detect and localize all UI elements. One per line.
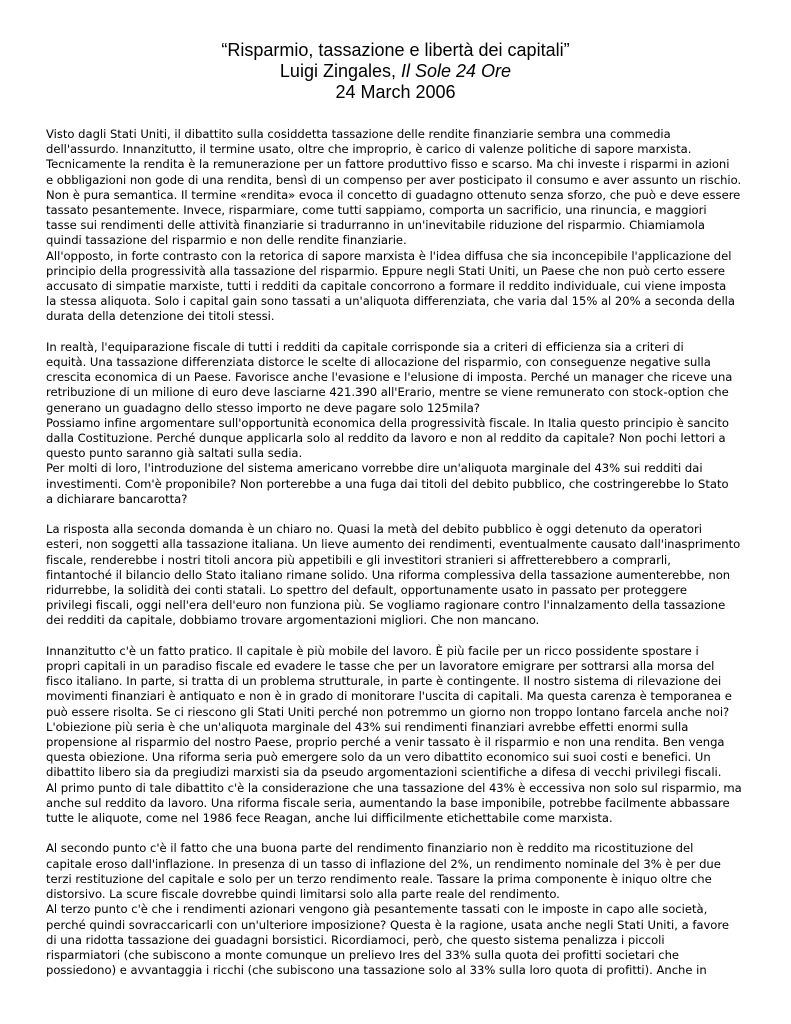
text-line: propri capitali in un paradiso fiscale ed evadere le tasse che per un lavoratore emigrare per sottrarsi alla morsa del [46,659,715,674]
text-line: propensione al risparmio del nostro Paese, proprio perché a venir tassato è il risparmio e non una rendita. Ben venga [46,735,725,750]
text-line: questa obiezione. Una riforma seria può emergere solo da un vero dibattito economico sui suoi costi e benefici. Un [46,750,711,765]
text-line: investimenti. Com'è proponibile? Non porterebbe a una fuga dai titoli del debito pubblico, che costringerebbe lo Stato [46,476,729,491]
text-line: fiscale, renderebbe i nostri titoli ancora più appetibili e gli investitori stranieri si affretterebbero a comprarli, [46,552,671,567]
paragraph [46,416,772,462]
text-line: equità. Una tassazione differenziata distorce le scelte di allocazione del risparmio, con conseguenze negative sulla [46,355,711,370]
text-line: durata della detenzione dei titoli stessi. [46,309,275,324]
text-line: principio della progressività alla tassazione del risparmio. Eppure negli Stati Uniti, un Paese che non può certo essere [46,263,726,278]
paragraph [46,522,772,628]
text-line: può essere risolta. Se ci riescono gli Stati Uniti perché non potremmo un giorno non troppo lontano farcela anche noi? [46,704,730,719]
text-line: dell'assurdo. Innanzitutto, il termine usato, oltre che improprio, è carico di valenze politiche di sapore marxista. [46,142,692,157]
text-line: dalla Costituzione. Perché dunque applicarla solo al reddito da lavoro e non al reddito da capitale? Non pochi lettori a [46,431,726,446]
text-line: la stessa aliquota. Solo i capital gain sono tassati a un'aliquota differenziata, che varia dal 15% al 20% a seconda della [46,294,735,309]
text-line: capitale eroso dall'inflazione. In presenza di un tasso di inflazione del 2%, un rendimento nominale del 3% è per due [46,856,721,871]
text-line: retribuzione di un milione di euro deve lasciarne 421.390 all'Erario, mentre se viene remunerato con stock-option che [46,385,729,400]
text-line: All'opposto, in forte contrasto con la retorica di sapore marxista è l'idea diffusa che sia inconcepibile l'applicazione del [46,248,732,263]
text-line: Innanzitutto c'è un fatto pratico. Il capitale è più mobile del lavoro. È più facile per un ricco possidente spostare i [46,643,699,658]
text-line: dibattito libero sia da pregiudizi marxisti sia da pseudo argomentazioni scientifiche a difesa di vecchi privilegi fiscali. [46,765,722,780]
text-line: La risposta alla seconda domanda è un chiaro no. Quasi la metà del debito pubblico è oggi detenuto da operatori [46,522,702,537]
author-name: Luigi Zingales, [279,61,401,81]
text-line: tassato pesantemente. Invece, risparmiare, come tutti sappiamo, comporta un sacrificio, una rinuncia, e maggiori [46,203,707,218]
paragraph [46,461,772,507]
text-line: Non è pura semantica. Il termine «rendita» evoca il concetto di guadagno ottenuto senza sforzo, che può e deve essere [46,187,741,202]
document-header [0,40,791,103]
text-line: questo punto saranno già saltati sulla sedia. [46,446,303,461]
text-line: esteri, non soggetti alla tassazione italiana. Un lieve aumento dei rendimenti, eventualmente causato dall'inasprimento [46,537,741,552]
text-line: Per molti di loro, l'introduzione del sistema americano vorrebbe dire un'aliquota marginale del 43% sui redditi dai [46,461,703,476]
text-line: distorsivo. La scure fiscale dovrebbe quindi limitarsi solo alla parte reale del rendimento. [46,887,560,902]
text-line: risparmiatori (che subiscono a monte comunque un prelievo Ires del 33% sulla quota dei profitti societari che [46,947,680,962]
text-line: Possiamo infine argomentare sull'opportunità economica della progressività fiscale. In Italia questo principio è sancito [46,415,729,430]
text-line: a dichiarare bancarotta? [46,491,188,506]
publication-date: 24 March 2006 [335,82,456,102]
text-line: In realtà, l'equiparazione fiscale di tutti i redditi da capitale corrisponde sia a criteri di efficienza sia a criteri di [46,339,684,354]
paragraph [46,781,772,827]
text-line: fintantoché il bilancio dello Stato italiano rimane solido. Una riforma complessiva della tassazione aumenterebbe, non [46,567,731,582]
text-line: possiedono) e avvantaggia i ricchi (che subiscono una tassazione solo al 33% sulla loro quota di profitti). Anche in [46,963,707,978]
text-line: e obbligazioni non gode di una rendita, bensì di un compenso per aver posticipato il consumo e aver assunto un rischio. [46,172,742,187]
paragraph [46,340,772,416]
text-line: tutte le aliquote, come nel 1986 fece Reagan, anche lui difficilmente etichettabile come marxista. [46,811,613,826]
publication-name: Il Sole 24 Ore [401,61,512,81]
text-line: Al primo punto di tale dibattito c'è la considerazione che una tassazione del 43% è eccessiva non solo sul risparmio, ma [46,780,742,795]
text-line: Visto dagli Stati Uniti, il dibattito sulla cosiddetta tassazione delle rendite finanziarie sembra una commedia [46,127,671,141]
text-line: Al secondo punto c'è il fatto che una buona parte del rendimento finanziario non è reddito ma ricostituzione del [46,841,694,856]
paragraph [46,249,772,325]
text-line: accusato di simpatie marxiste, tutti i redditi da capitale concorrono a formare il reddito individuale, cui viene imposta [46,279,727,294]
article-body [46,127,772,978]
text-line: Al terzo punto c'è che i rendimenti azionari vengono già pesantemente tassati con le imposte in capo alle società, [46,902,708,917]
paragraph [46,127,772,249]
paragraph [46,902,772,978]
text-line: terzi restituzione del capitale e solo per un terzo rendimento reale. Tassare la prima componente è iniquo oltre che [46,871,712,886]
text-line: privilegi fiscali, oggi nell'era dell'euro non funziona più. Se vogliamo ragionare contro l'innalzamento della tassazione [46,598,726,613]
text-line: di una ridotta tassazione dei guadagni borsistici. Ricordiamoci, però, che questo sistema penalizza i piccoli [46,932,665,947]
paragraph [46,644,772,720]
text-line: generano un guadagno dello stesso importo ne deve pagare solo 125mila? [46,400,480,415]
article-title: “Risparmio, tassazione e libertà dei capitali” [221,40,570,60]
text-line: crescita economica di un Paese. Favorisce anche l'evasione e l'elusione di imposta. Perché un manager che riceve una [46,370,733,385]
text-line: ridurrebbe, la solidità dei conti statali. Lo spettro del default, opportunamente usato in passato per proteggere [46,583,687,598]
text-line: anche sul reddito da lavoro. Una riforma fiscale seria, aumentando la base imponibile, potrebbe facilmente abbassare [46,795,730,810]
text-line: tasse sui rendimenti delle attività finanziarie si tradurranno in un'inevitabile riduzione del risparmio. Chiamiamola [46,218,705,233]
text-line: Tecnicamente la rendita è la remunerazione per un fattore produttivo fisso e scarso. Ma chi investe i risparmi in azioni [46,157,730,172]
text-line: movimenti finanziari è antiquato e non è in grado di monitorare l'uscita di capitali. Ma questa carenza è temporanea e [46,689,732,704]
text-line: L'obiezione più seria è che un'aliquota marginale del 43% sui rendimenti finanziari avrebbe effetti enormi sulla [46,719,689,734]
text-line: quindi tassazione del risparmio e non delle rendite finanziarie. [46,233,407,248]
paragraph [46,720,772,781]
byline [0,61,791,82]
paragraph [46,841,772,902]
text-line: perché quindi sovraccaricarli con un'ulteriore imposizione? Questa è la ragione, usata anche negli Stati Uniti, a favore [46,917,729,932]
text-line: dei redditi da capitale, dobbiamo trovare argomentazioni migliori. Che non mancano. [46,613,540,628]
text-line: fisco italiano. In parte, si tratta di un problema strutturale, in parte è contingente. Il nostro sistema di rilevazione dei [46,674,722,689]
